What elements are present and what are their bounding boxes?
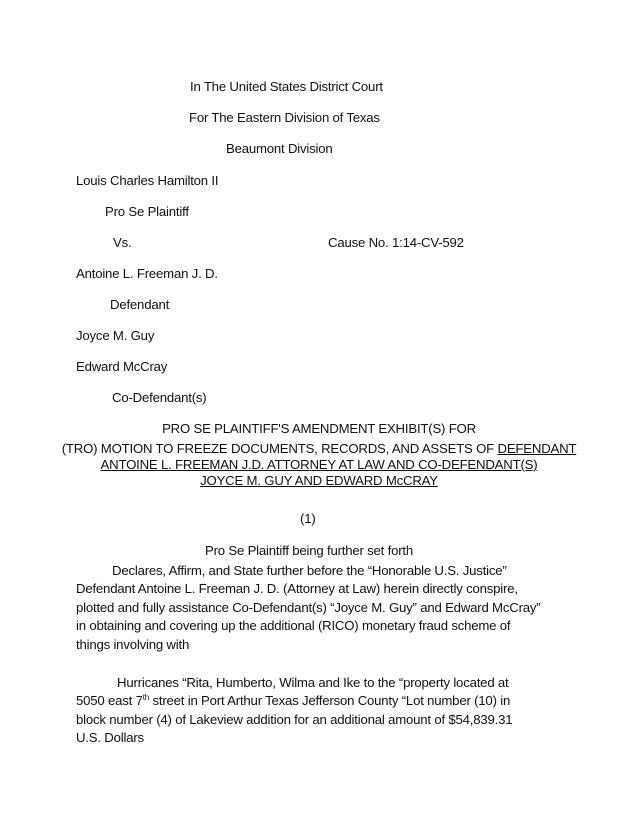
body-intro: Pro Se Plaintiff being further set forth xyxy=(205,543,414,558)
court-subdivision: Beaumont Division xyxy=(226,141,333,156)
document-title-line-4: JOYCE M. GUY AND EDWARD McCRAY xyxy=(200,473,438,488)
defendant-name: Antoine L. Freeman J. D. xyxy=(76,266,218,281)
cause-number: Cause No. 1:14-CV-592 xyxy=(328,235,464,250)
body-para2-line-4: U.S. Dollars xyxy=(76,730,144,745)
codefendant-role: Co-Defendant(s) xyxy=(112,390,207,405)
court-division: For The Eastern Division of Texas xyxy=(189,110,380,125)
ordinal-suffix: th xyxy=(142,693,150,702)
body-para2-line-3: block number (4) of Lakeview addition for an additional amount of $54,839.31 xyxy=(76,712,513,727)
document-title-line-3: ANTOINE L. FREEMAN J.D. ATTORNEY AT LAW AND CO-DEFENDANT(S) xyxy=(100,457,538,472)
document-title-line-2-text: (TRO) MOTION TO FREEZE DOCUMENTS, RECORDS, AND ASSETS OF xyxy=(61,441,498,456)
codefendant-name-1: Joyce M. Guy xyxy=(76,328,155,343)
body-para1-line-5: things involving with xyxy=(76,637,190,652)
body-para1-line-3: plotted and fully assistance Co-Defendant(s) “Joyce M. Guy” and Edward McCray” xyxy=(76,600,541,615)
body-para2-line-2 xyxy=(76,692,510,710)
body-para1-line-4: in obtaining and covering up the additional (RICO) monetary fraud scheme of xyxy=(76,618,511,633)
body-para1-line-2: Defendant Antoine L. Freeman J. D. (Attorney at Law) herein directly conspire, xyxy=(76,581,518,596)
versus-label: Vs. xyxy=(113,235,132,250)
body-para1-line-1: Declares, Affirm, and State further before the “Honorable U.S. Justice” xyxy=(112,563,507,578)
plaintiff-role: Pro Se Plaintiff xyxy=(105,204,189,219)
body-para2-line-2-post: street in Port Arthur Texas Jefferson County “Lot number (10) in xyxy=(149,693,511,708)
document-title-line-1: PRO SE PLAINTIFF'S AMENDMENT EXHIBIT(S) FOR xyxy=(162,421,476,436)
body-para2-line-2-pre: 5050 east 7 xyxy=(76,693,143,708)
codefendant-name-2: Edward McCray xyxy=(76,359,168,374)
document-title-line-2-underlined: DEFENDANT xyxy=(497,441,577,456)
section-number: (1) xyxy=(300,511,316,526)
court-name: In The United States District Court xyxy=(190,79,383,94)
defendant-role: Defendant xyxy=(110,297,170,312)
plaintiff-name: Louis Charles Hamilton II xyxy=(76,173,219,188)
body-para2-line-1: Hurricanes “Rita, Humberto, Wilma and Ike to the “property located at xyxy=(117,675,509,690)
